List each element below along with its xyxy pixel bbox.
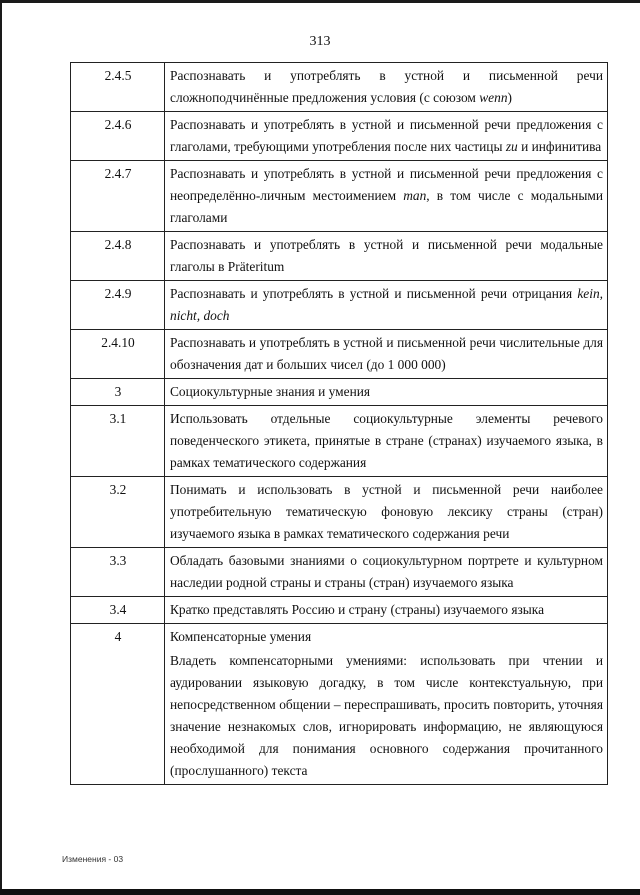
row-code: 2.4.5 [71,63,165,112]
row-description [165,597,608,624]
row-description [165,232,608,281]
row-description [165,548,608,597]
text-fragment: , в том числе с модальными глаголами [170,188,603,225]
table-row [71,597,608,624]
scan-edge-top [0,0,640,3]
row-code: 2.4.8 [71,232,165,281]
table-row [71,477,608,548]
table-row [71,330,608,379]
text-fragment: и инфинитива [517,139,602,154]
scan-edge-bottom [0,889,640,895]
text-fragment: Кратко представлять Россию и страну (страны) изучаемого языка [170,602,545,617]
italic-term: wenn [479,90,508,105]
row-code: 3.4 [71,597,165,624]
row-description [165,63,608,112]
text-fragment: Обладать базовыми знаниями о социокультурном портрете и культурном наследии родной страны и страны (стран) изучаемого языка [170,553,603,590]
text-fragment: Распознавать и употреблять в устной и письменной речи отрицания [170,286,578,301]
table-row [71,281,608,330]
row-code: 3.2 [71,477,165,548]
italic-term: man [403,188,427,203]
table-row [71,548,608,597]
italic-term: zu [505,139,518,154]
row-description [165,406,608,477]
table-row [71,63,608,112]
text-fragment: Социокультурные знания и умения [170,384,371,399]
row-code: 2.4.9 [71,281,165,330]
table-row [71,112,608,161]
table-row [71,232,608,281]
text-fragment: Понимать и использовать в устной и письменной речи наиболее употребительную тематическую фоновую лексику страны (стран) изучаемого языка в рамках тематического содержания речи [170,482,603,541]
row-description [165,330,608,379]
row-code: 3.1 [71,406,165,477]
page-number: 313 [309,34,331,49]
text-fragment: Распознавать и употреблять в устной и письменной речи числительные для обозначения дат и больших чисел (до 1 000 000) [170,335,603,372]
row-code: 2.4.10 [71,330,165,379]
text-fragment: Распознавать и употреблять в устной и письменной речи сложноподчинённые предложения условия (с союзом [170,68,603,105]
row-code: 2.4.6 [71,112,165,161]
row-description [165,624,608,785]
footer-note: Изменения - 03 [62,854,124,864]
text-fragment: Распознавать и употреблять в устной и письменной речи предложения с глаголами, требующими употребления после них частицы [170,117,603,154]
text-fragment: Компенсаторные умения [170,629,312,644]
scan-edge-left [0,0,2,895]
text-fragment: Использовать отдельные социокультурные элементы речевого поведенческого этикета, принятые в стране (странах) изучаемого языка, в рамках тематического содержания [170,411,603,470]
table-row [71,624,608,785]
table-row [71,379,608,406]
row-code: 3 [71,379,165,406]
text-fragment: Владеть компенсаторными умениями: использовать при чтении и аудировании языковую догадку, в том числе контекстуальную, при непосредственном общении – переспрашивать, просить повторить, уточняя значение незнакомых слов, игнорировать информацию, не являющуюся необходимой для понимания основного содержания прочитанного (прослушанного) текста [170,653,603,778]
row-description [165,379,608,406]
row-description [165,281,608,330]
italic-term: kein, nicht, doch [170,286,603,323]
text-fragment: ) [507,90,512,105]
table-row [71,406,608,477]
table-row [71,161,608,232]
row-description [165,477,608,548]
text-fragment: Распознавать и употреблять в устной и письменной речи предложения с неопределённо-личным местоимением [170,166,603,203]
requirements-table-body [71,63,608,785]
requirements-table [70,62,608,785]
text-fragment: Распознавать и употреблять в устной и письменной речи модальные глаголы в Präteritum [170,237,603,274]
row-description [165,112,608,161]
row-description [165,161,608,232]
row-code: 4 [71,624,165,785]
row-code: 3.3 [71,548,165,597]
row-code: 2.4.7 [71,161,165,232]
